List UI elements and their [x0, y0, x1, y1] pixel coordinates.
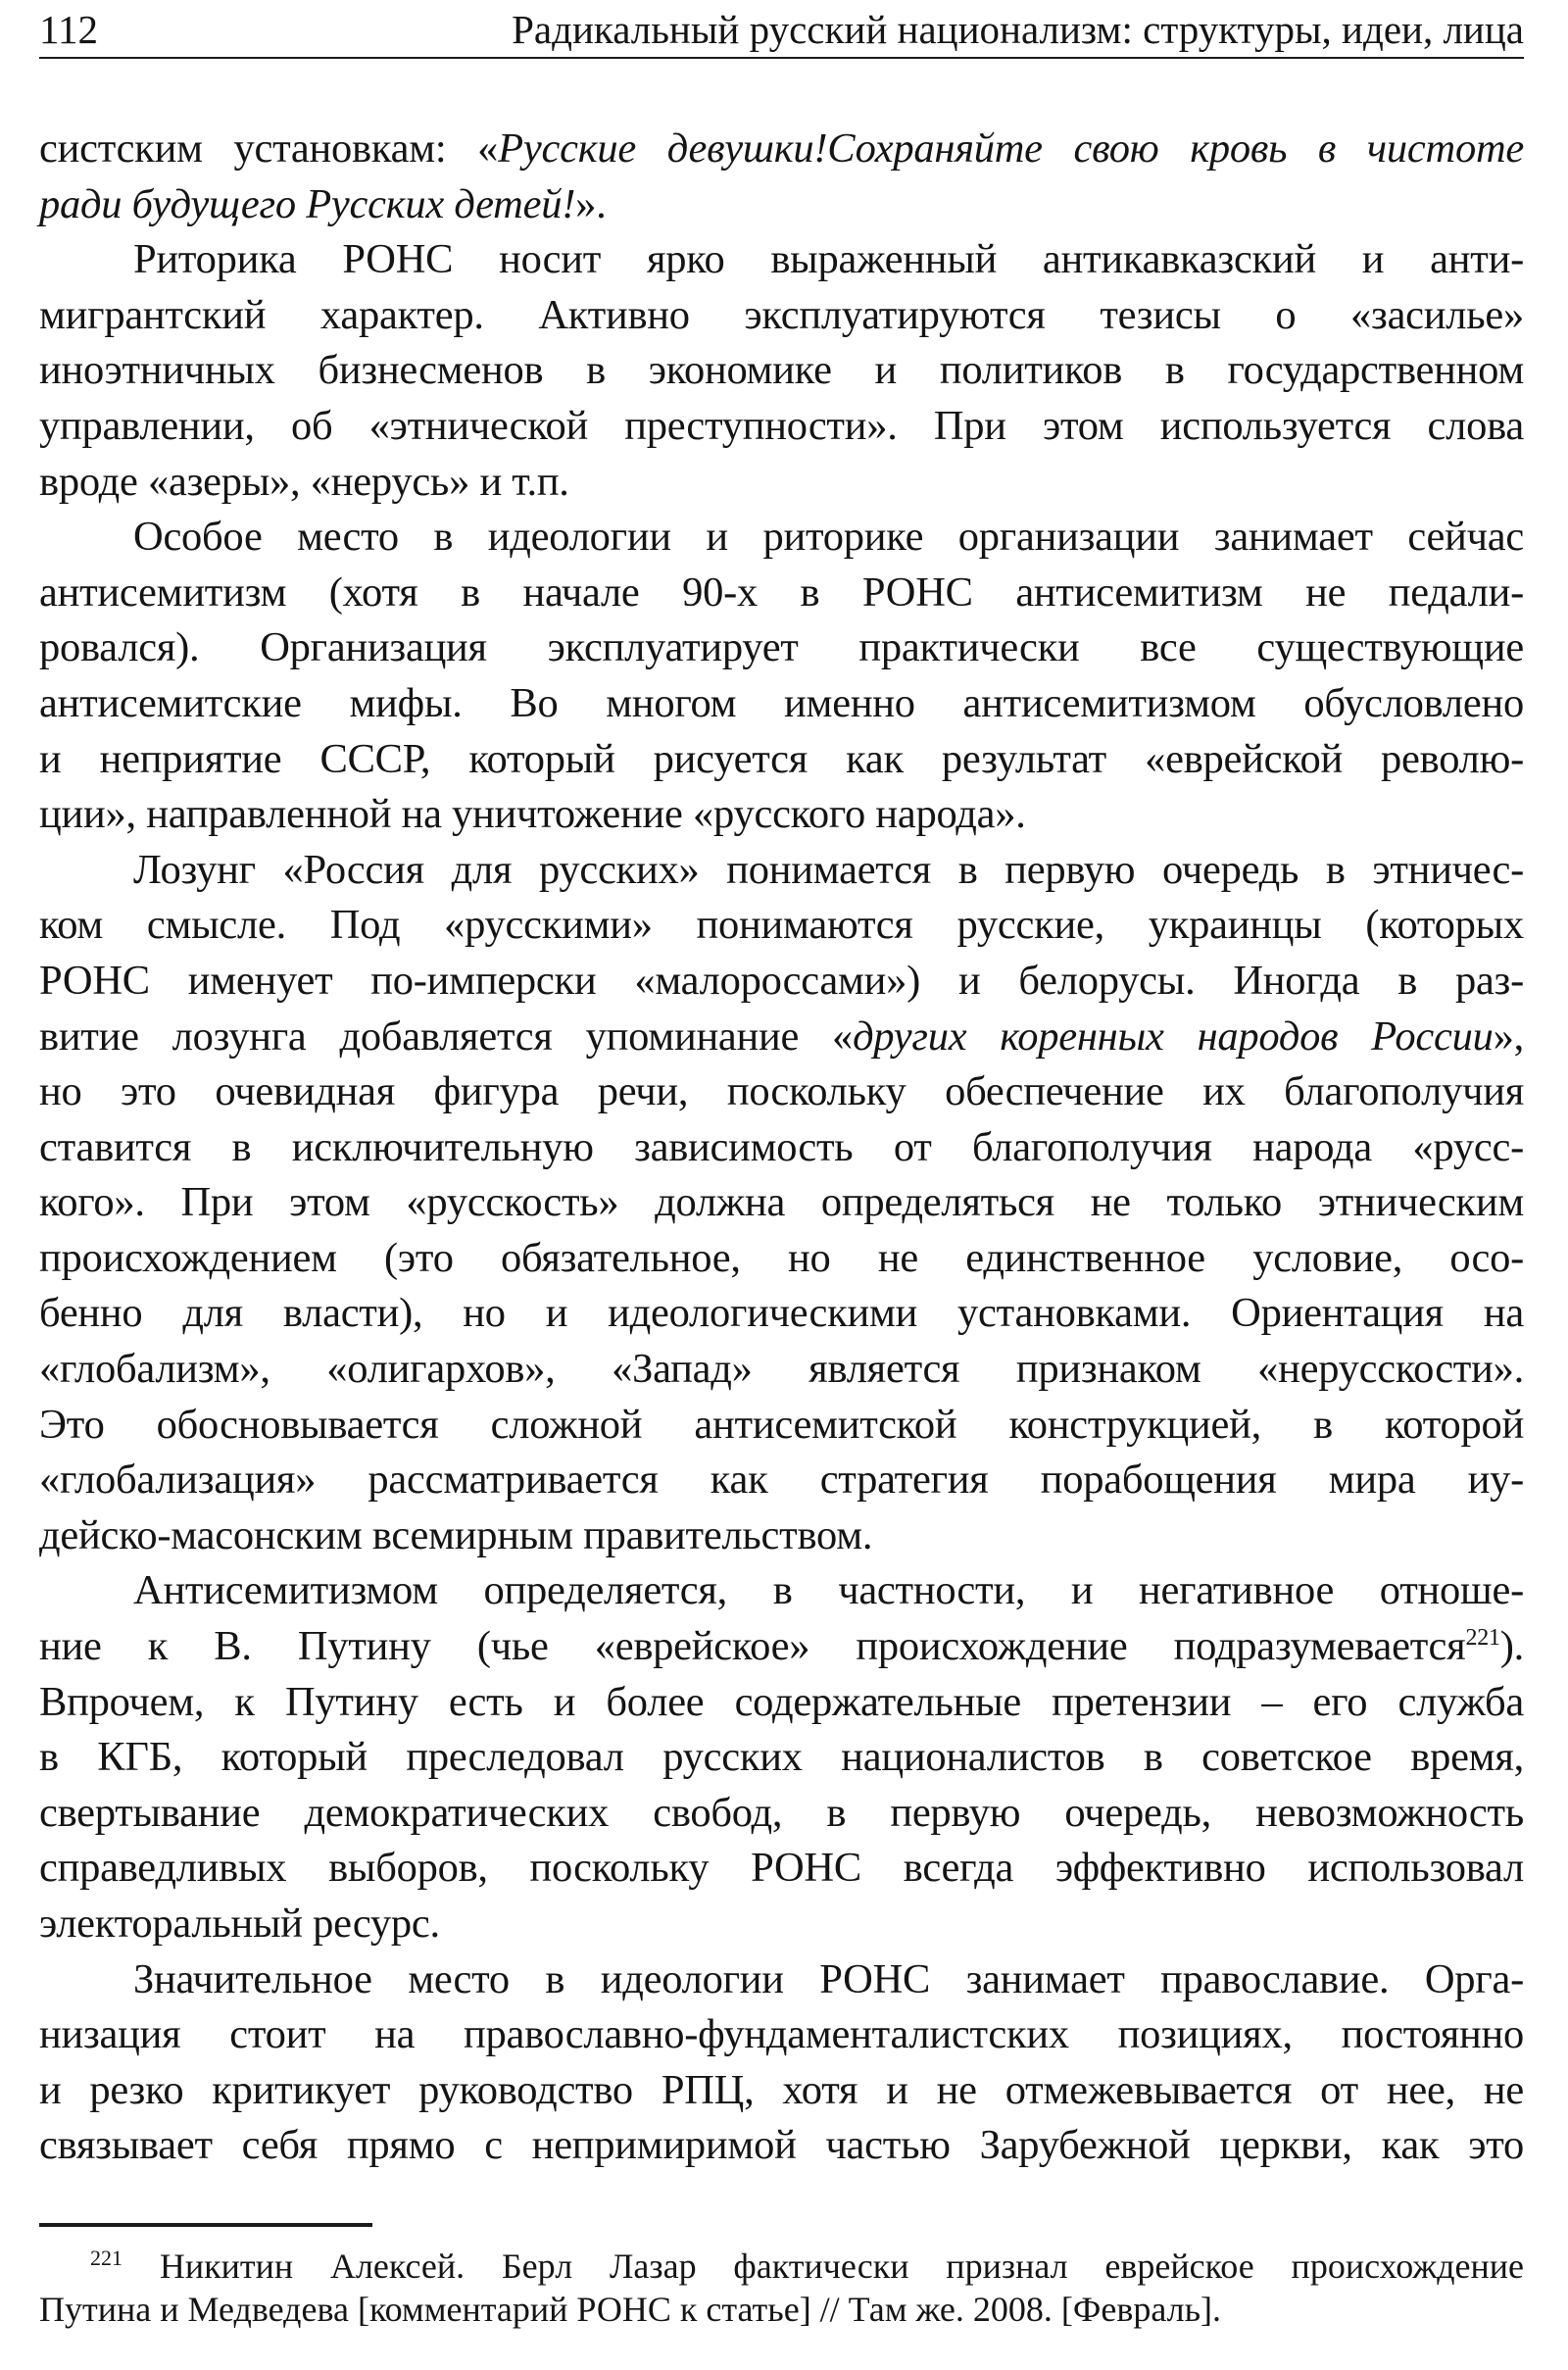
text-run: ). — [1499, 1623, 1524, 1670]
text-run: », — [1493, 1012, 1524, 1060]
footnote-divider — [39, 2223, 372, 2227]
text-line — [39, 399, 1524, 455]
text-run: «глобализация» рассматривается как стратегия порабощения мира иу- — [39, 1457, 1524, 1504]
text-run: антисемитские мифы. Во многом именно антисемитизмом обусловлено — [39, 679, 1524, 726]
text-run: вроде «азеры», «нерусь» и т.п. — [39, 458, 569, 505]
text-run: и неприятие СССР, который рисуется как результат «еврейской револю- — [39, 735, 1524, 782]
text-line — [39, 2118, 1524, 2174]
text-run: дейско-масонским всемирным правительством. — [39, 1511, 873, 1558]
text-line — [39, 1064, 1524, 1120]
paragraph — [39, 1952, 1524, 2174]
text-run: электоральный ресурс. — [39, 1901, 440, 1947]
text-line — [39, 732, 1524, 788]
text-line — [39, 2007, 1524, 2063]
text-line — [39, 1231, 1524, 1287]
footnote — [39, 2245, 1524, 2331]
footnote-line — [39, 2245, 1524, 2288]
text-line — [39, 1563, 1524, 1619]
paragraph — [39, 510, 1524, 843]
text-line — [39, 898, 1524, 954]
text-line — [39, 1619, 1524, 1675]
text-run: свертывание демократических свобод, в первую очередь, невозможность — [39, 1789, 1524, 1836]
text-run: антисемитизм (хотя в начале 90-х в РОНС антисемитизм не педали- — [39, 568, 1524, 616]
text-run: ». — [575, 180, 607, 227]
text-line — [39, 232, 1524, 288]
text-run: Лозунг «Россия для русских» понимается в первую очередь в этничес- — [133, 846, 1524, 893]
text-line — [39, 1342, 1524, 1398]
text-line — [39, 676, 1524, 732]
text-run: витие лозунга добавляется упоминание « — [39, 1012, 854, 1060]
text-run: иноэтничных бизнесменов в экономике и политиков в государственном — [39, 347, 1524, 394]
text-run: Это обосновывается сложной антисемитской конструкцией, в которой — [39, 1401, 1524, 1448]
italic-quote: других коренных народов России — [853, 1012, 1494, 1060]
text-line — [39, 1120, 1524, 1176]
footnote-text: Путина и Медведева [комментарий РОНС к статье] // Там же. 2008. [Февраль]. — [39, 2290, 1221, 2329]
text-run: Впрочем, к Путину есть и более содержательные претензии – его служба — [39, 1678, 1524, 1725]
text-line — [39, 177, 1524, 233]
text-run: ком смысле. Под «русскими» понимаются русские, украинцы (которых — [39, 902, 1524, 949]
text-run: Антисемитизмом определяется, в частности, и негативное отноше- — [133, 1567, 1524, 1614]
text-line — [39, 122, 1524, 177]
paragraph — [39, 1563, 1524, 1951]
text-line — [39, 1730, 1524, 1786]
text-line — [39, 1175, 1524, 1231]
text-run: мигрантский характер. Активно эксплуатируются тезисы о «засилье» — [39, 291, 1524, 338]
text-line — [39, 510, 1524, 566]
text-line — [39, 1952, 1524, 2008]
text-line — [39, 1675, 1524, 1731]
text-line — [39, 288, 1524, 344]
text-run: РОНС именует по-имперски «малороссами») и белорусы. Иногда в раз- — [39, 957, 1524, 1004]
text-run: Особое место в идеологии и риторике организации занимает сейчас — [133, 514, 1524, 561]
text-line — [39, 1508, 1524, 1564]
text-run: Риторика РОНС носит ярко выраженный антикавказский и анти- — [133, 236, 1524, 283]
text-line — [39, 954, 1524, 1010]
text-line — [39, 843, 1524, 899]
text-line — [39, 787, 1524, 843]
text-run: справедливых выборов, поскольку РОНС всегда эффективно использовал — [39, 1845, 1524, 1892]
text-line — [39, 1786, 1524, 1842]
footnote-number: 221 — [90, 2246, 122, 2270]
text-run: ставится в исключительную зависимость от благополучия народа «русс- — [39, 1123, 1524, 1170]
text-run: и резко критикует руководство РПЦ, хотя и не отмежевывается от нее, не — [39, 2066, 1524, 2113]
text-run: «глобализм», «олигархов», «Запад» является признаком «нерусскости». — [39, 1346, 1524, 1393]
text-line — [39, 1841, 1524, 1897]
italic-quote: ради будущего Русских детей! — [39, 180, 576, 227]
text-line — [39, 1897, 1524, 1952]
text-line — [39, 566, 1524, 621]
text-run: низация стоит на православно-фундаменталистских позициях, постоянно — [39, 2011, 1524, 2058]
running-title: Радикальный русский национализм: структуры, идеи, лица — [512, 7, 1524, 52]
footnote-text: Никитин Алексей. Берл Лазар фактически признал еврейское происхождение — [159, 2247, 1524, 2286]
text-run: Значительное место в идеологии РОНС занимает православие. Орга- — [133, 1955, 1524, 2002]
page-number: 112 — [39, 7, 98, 52]
text-run: кого». При этом «русскость» должна определяться не только этническим — [39, 1179, 1524, 1226]
text-run: ции», направленной на уничтожение «русского народа». — [39, 791, 1026, 838]
text-run: систским установкам: « — [39, 125, 499, 172]
text-run: ние к В. Путину (чье «еврейское» происхождение подразумевается — [39, 1623, 1466, 1670]
text-line — [39, 1286, 1524, 1342]
footnote-line — [39, 2288, 1524, 2331]
text-run: в КГБ, который преследовал русских националистов в советское время, — [39, 1734, 1524, 1781]
italic-quote: Русские девушки!Сохраняйте свою кровь в чистоте — [498, 125, 1524, 172]
paragraph — [39, 122, 1524, 232]
body-text — [39, 122, 1524, 2174]
text-line — [39, 1398, 1524, 1454]
text-line — [39, 455, 1524, 511]
page-header — [39, 2, 1524, 59]
text-line — [39, 1453, 1524, 1508]
text-run: управлении, об «этнической преступности». При этом используется слова — [39, 402, 1524, 449]
text-run: связывает себя прямо с непримиримой частью Зарубежной церкви, как это — [39, 2122, 1524, 2169]
text-line — [39, 2063, 1524, 2119]
text-run: происхождением (это обязательное, но не единственное условие, осо- — [39, 1234, 1524, 1281]
text-run: но это очевидная фигура речи, поскольку обеспечение их благополучия — [39, 1068, 1524, 1115]
text-line — [39, 343, 1524, 399]
text-line — [39, 620, 1524, 676]
text-run: ровался). Организация эксплуатирует практически все существующие — [39, 624, 1524, 671]
text-run: бенно для власти), но и идеологическими установками. Ориентация на — [39, 1290, 1524, 1337]
footnote-reference[interactable]: 221 — [1465, 1624, 1500, 1651]
paragraph — [39, 232, 1524, 510]
paragraph — [39, 843, 1524, 1564]
text-line — [39, 1010, 1524, 1065]
